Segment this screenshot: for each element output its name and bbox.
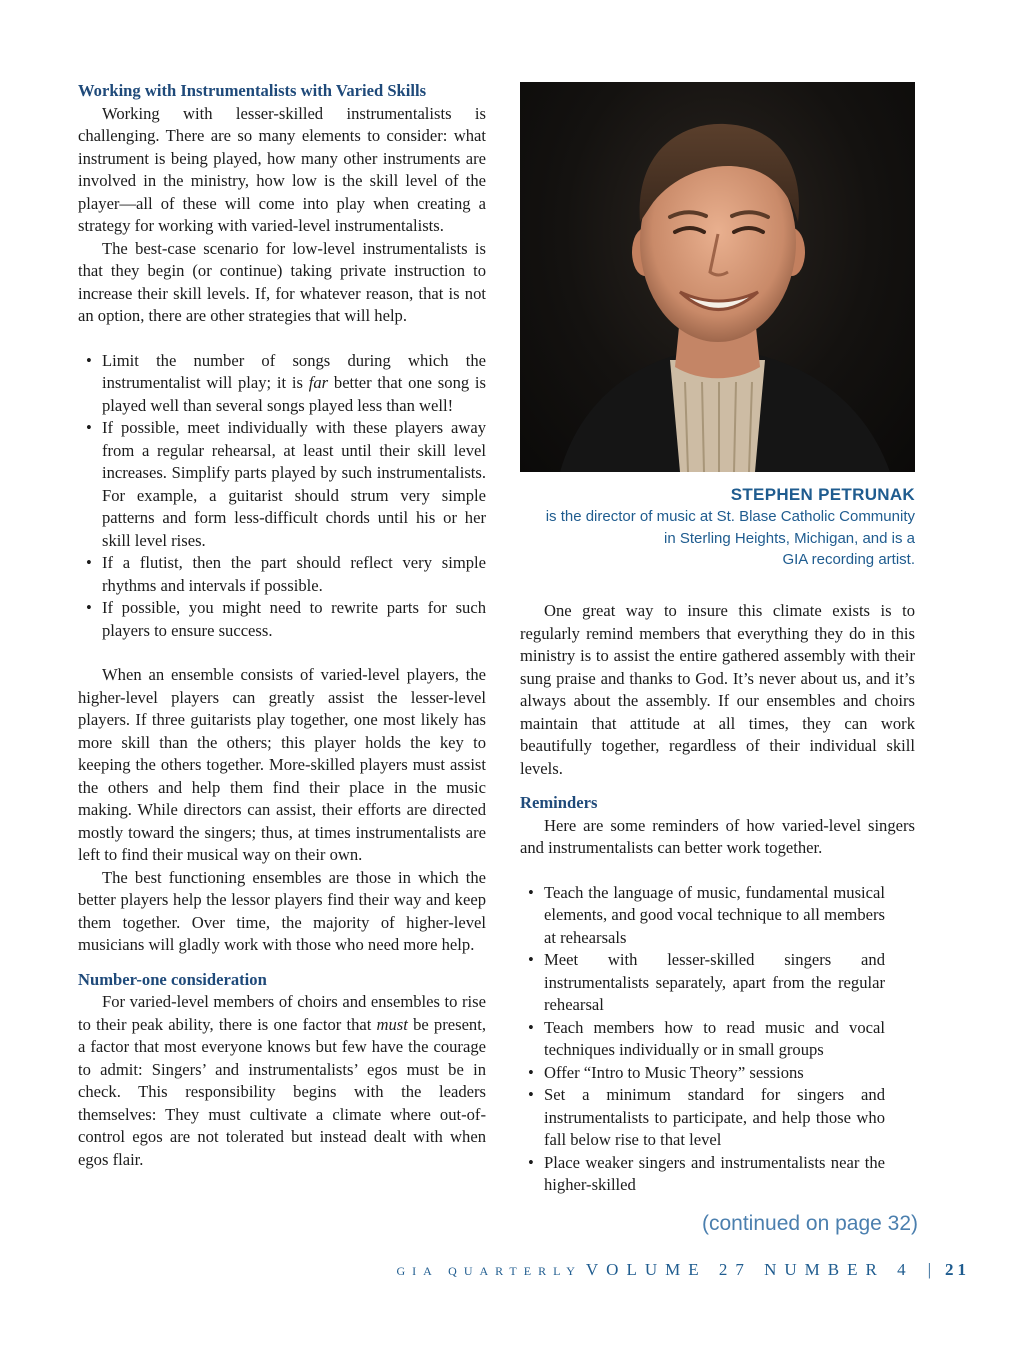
list-item: • Set a minimum standard for singers and instrumentalists to participate, and help those who fall below rise to that level	[520, 1084, 885, 1152]
bio-line: GIA recording artist.	[782, 551, 915, 568]
portrait-illustration	[520, 82, 915, 472]
right-column	[520, 600, 915, 1197]
publication-name: GIA QUARTERLY	[396, 1264, 582, 1278]
section-heading-varied-skills: Working with Instrumentalists with Varied Skills	[78, 81, 427, 100]
list-item: • Meet with lesser-skilled singers and instrumentalists separately, apart from the regular rehearsal	[520, 949, 885, 1017]
paragraph: Working with lesser-skilled instrumentalists is challenging. There are so many elements to consider: what instrument is being played, how many other instruments are involved in the ministry, how low is the skill level of the player—all of these will come into play when creating a strategy for working with varied-level instrumentalists.	[78, 103, 486, 235]
section-heading-reminders: Reminders	[520, 793, 598, 812]
paragraph: The best-case scenario for low-level instrumentalists is that they begin (or continue) taking private instruction to increase their skill levels. If, for whatever reason, that is not an option, there are other strategies that will help.	[78, 238, 486, 325]
paragraph: The best functioning ensembles are those in which the better players help the lessor players find their way and keep them together. Over time, the majority of higher-level musicians will gladly work with those who need more help.	[78, 867, 486, 954]
paragraph: Here are some reminders of how varied-level singers and instrumentalists can better work together.	[520, 815, 915, 857]
footer-separator: |	[927, 1260, 931, 1279]
list-item: • Limit the number of songs during which the instrumentalist will play; it is far better that one song is played well than several songs played less than well!	[78, 350, 486, 418]
bio-line: is the director of music at St. Blase Catholic Community	[545, 508, 915, 525]
continued-link: (continued on page 32)	[702, 1212, 918, 1235]
left-column	[78, 80, 486, 1171]
section-heading-number-one: Number-one consideration	[78, 969, 267, 989]
author-name: STEPHEN PETRUNAK	[730, 485, 915, 504]
strategy-list	[78, 350, 486, 643]
list-item: • If a flutist, then the part should reflect very simple rhythms and intervals if possible.	[78, 552, 486, 597]
paragraph: One great way to insure this climate exists is to regularly remind members that everything they do in this ministry is to assist the entire gathered assembly with their sung praise and thanks to God. It’s never about us, and it’s always about the assembly. If our ensembles and choirs maintain that attitude at all times, they can work beautifully together, regardless of their individual skill levels.	[520, 601, 915, 778]
paragraph: When an ensemble consists of varied-level players, the higher-level players can greatly assist the lesser-level players. If three guitarists play together, one most likely has more skill than the others; this player holds the key to keeping the others together. More-skilled players must assist the others and help them find their place in the music making. While directors can assist, their efforts are directed mostly toward the singers; thus, at times instrumentalists are left to find their musical way on their own.	[78, 665, 486, 864]
volume-info: VOLUME 27 NUMBER 4	[585, 1260, 914, 1279]
author-bio	[500, 484, 915, 571]
list-item: • Teach the language of music, fundamental musical elements, and good vocal technique to all members at rehearsals	[520, 882, 885, 950]
list-item: • If possible, meet individually with these players away from a regular rehearsal, at least until their skill level increases. Simplify parts played by such instrumentalists. For example, a guitarist should strum very simple patterns and form less-difficult chords until his or her skill level rises.	[78, 417, 486, 552]
paragraph: For varied-level members of choirs and ensembles to rise to their peak ability, there is one factor that must be present, a factor that most everyone knows but few have the courage to admit: Singers’ and instrumentalists’ egos must be in check. This responsibility begins with the leaders themselves: They must cultivate a climate where out-of-control egos are not tolerated but instead dealt with when egos flair.	[78, 992, 486, 1169]
reminders-list	[520, 882, 885, 1197]
list-item: • Place weaker singers and instrumentalists near the higher-skilled	[520, 1152, 885, 1197]
page-footer	[330, 1260, 970, 1280]
page-number: 21	[945, 1260, 970, 1279]
list-item: • Offer “Intro to Music Theory” sessions	[520, 1062, 885, 1085]
list-item: • If possible, you might need to rewrite parts for such players to ensure success.	[78, 597, 486, 642]
list-item: • Teach members how to read music and vocal techniques individually or in small groups	[520, 1017, 885, 1062]
bio-line: in Sterling Heights, Michigan, and is a	[664, 529, 915, 547]
author-photo	[520, 82, 915, 472]
